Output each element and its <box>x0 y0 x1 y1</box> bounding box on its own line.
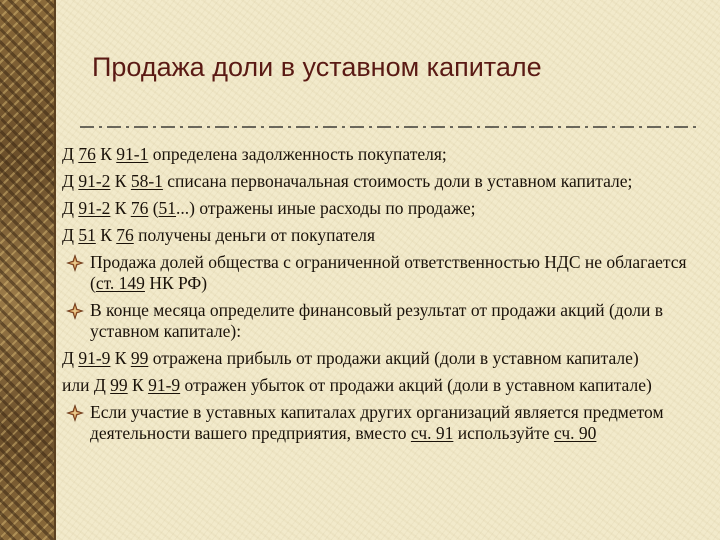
entry-text: получены деньги от покупателя <box>138 225 376 245</box>
account-link[interactable]: 76 <box>78 144 96 164</box>
entry-line-2 <box>62 171 712 192</box>
entry-text: определена задолженность покупателя; <box>152 144 447 164</box>
law-article-link[interactable]: ст. 149 <box>95 273 145 293</box>
debit-label: Д <box>62 348 74 368</box>
entry-text: списана первоначальная стоимость доли в уставном капитале; <box>167 171 633 191</box>
bullet-text: Продажа долей общества с ограниченной ответственностью НДС не облагается ( <box>90 252 687 293</box>
account-link[interactable]: 99 <box>110 375 128 395</box>
debit-label: Д <box>62 198 74 218</box>
credit-label: К <box>114 198 127 218</box>
page-title: Продажа доли в уставном капитале <box>92 52 542 82</box>
debit-label: Д <box>93 375 106 395</box>
account-link[interactable]: сч. 91 <box>410 423 454 443</box>
debit-label: Д <box>62 225 74 245</box>
account-link[interactable]: 99 <box>130 348 149 368</box>
dash-dot-divider <box>80 124 700 130</box>
credit-label: К <box>132 375 144 395</box>
bullet-text: В конце месяца определите финансовый результат от продажи акций (доли в уставном капитале): <box>90 300 663 341</box>
account-link[interactable]: 76 <box>116 225 134 245</box>
entry-text: отражена прибыль от продажи акций (доли в уставном капитале) <box>152 348 639 368</box>
account-link[interactable]: 51 <box>158 198 177 218</box>
entry-text: ...) отражены иные расходы по продаже; <box>176 198 476 218</box>
credit-label: К <box>114 171 127 191</box>
debit-label: Д <box>62 144 74 164</box>
entry-line-1 <box>62 144 712 165</box>
entry-line-loss <box>62 375 712 396</box>
account-link[interactable]: 58-1 <box>130 171 163 191</box>
bullet-participation <box>62 402 712 444</box>
account-link[interactable]: 51 <box>78 225 96 245</box>
entry-line-profit <box>62 348 712 369</box>
bullet-text: НК РФ) <box>144 273 208 293</box>
debit-label: Д <box>62 171 74 191</box>
account-link[interactable]: 91-1 <box>116 144 149 164</box>
account-link[interactable]: 91-9 <box>78 348 111 368</box>
star-bullet-icon <box>66 254 84 272</box>
entry-line-3: Д 91-2 К 76 (51...) отражены иные расходы по продаже; <box>62 198 476 218</box>
account-link[interactable]: сч. 90 <box>553 423 597 443</box>
content-body <box>62 144 712 450</box>
decorative-left-border <box>0 0 56 540</box>
account-link[interactable]: 91-2 <box>78 171 111 191</box>
account-link[interactable]: 76 <box>130 198 149 218</box>
account-link[interactable]: 91-2 <box>78 198 111 218</box>
account-link[interactable]: 91-9 <box>148 375 181 395</box>
bullet-text: используйте <box>453 423 554 443</box>
credit-label: К <box>100 144 112 164</box>
star-bullet-icon <box>66 404 84 422</box>
credit-label: К <box>100 225 112 245</box>
credit-label: К <box>114 348 127 368</box>
entry-line-4 <box>62 225 712 246</box>
or-label: или <box>62 375 90 395</box>
bullet-vat <box>62 252 712 294</box>
entry-text: отражен убыток от продажи акций (доли в уставном капитале) <box>184 375 652 395</box>
bullet-text: Если участие в уставных капиталах других организаций является предметом деятельности вашего предприятия, вместо <box>90 402 664 443</box>
star-bullet-icon <box>66 302 84 320</box>
bullet-month-end <box>62 300 712 342</box>
